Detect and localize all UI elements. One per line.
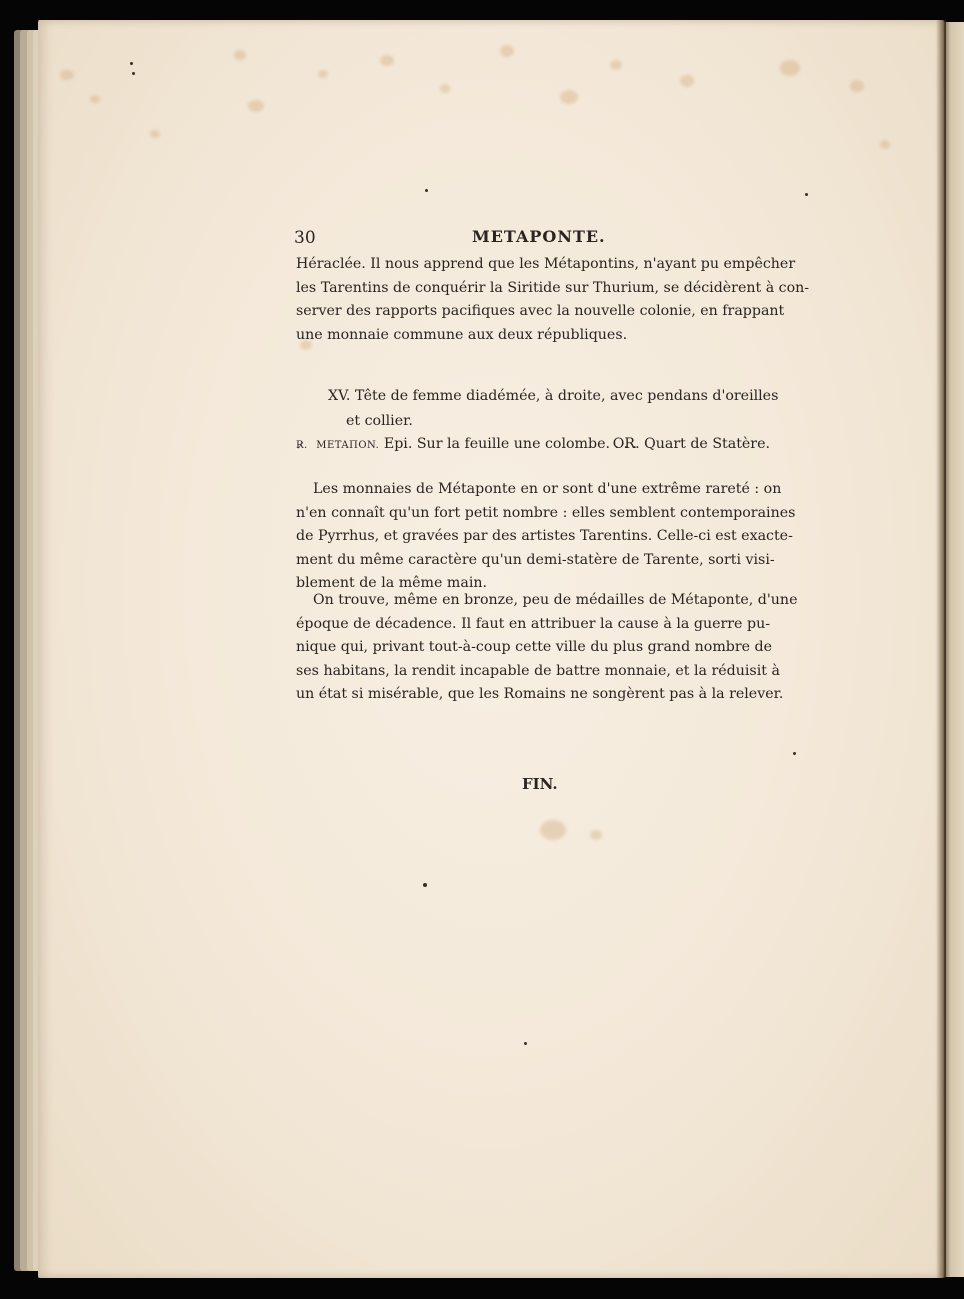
paragraph-2 <box>296 478 796 596</box>
ink-speck <box>423 883 427 887</box>
text-line: Héraclée. Il nous apprend que les Métapontins, n'ayant pu empêcher <box>296 256 796 272</box>
coin-obverse-line-2: et collier. <box>346 413 413 429</box>
foxing-stain <box>590 830 602 840</box>
reverse-description: Epi. Sur la feuille une colombe. . . . <box>383 436 638 452</box>
text-line: ment du même caractère qu'un demi-statère de Tarente, sorti visi- <box>296 551 775 568</box>
page-header <box>294 226 772 252</box>
closing-fin: FIN. <box>522 775 558 793</box>
text-line: n'en connaît qu'un fort petit nombre : elles semblent contemporaines <box>296 504 796 521</box>
text-line: époque de décadence. Il faut en attribuer la cause à la guerre pu- <box>296 615 770 632</box>
page-gutter-shadow <box>936 20 946 1278</box>
reverse-legend: METAΠON. <box>316 440 380 451</box>
reverse-symbol: R̷. <box>296 440 308 451</box>
coin-reverse-line <box>296 433 770 457</box>
ink-speck <box>130 62 133 65</box>
foxing-stain <box>90 95 100 103</box>
foxing-stain <box>380 55 394 66</box>
text-line: Les monnaies de Métaponte en or sont d'une extrême rareté : on <box>313 481 782 497</box>
foxing-stain <box>440 84 450 93</box>
foxing-stain <box>540 820 566 840</box>
text-line: un état si misérable, que les Romains ne songèrent pas à la relever. <box>296 686 784 702</box>
text-line: ses habitans, la rendit incapable de battre monnaie, et la réduisit à <box>296 662 780 679</box>
metal-denomination: OR. Quart de Statère. <box>612 436 770 452</box>
coin-obverse-line-1: XV. Tête de femme diadémée, à droite, avec pendans d'oreilles <box>328 388 779 404</box>
text-line: les Tarentins de conquérir la Siritide sur Thurium, se décidèrent à con- <box>296 279 810 296</box>
text-line: On trouve, même en bronze, peu de médailles de Métaponte, d'une <box>313 592 798 608</box>
bleed-through <box>300 368 800 386</box>
adjacent-page-edge <box>944 22 964 1277</box>
text-line: une monnaie commune aux deux républiques. <box>296 326 628 343</box>
running-title: METAPONTE. <box>472 227 606 246</box>
text-line: nique qui, privant tout-à-coup cette ville du plus grand nombre de <box>296 639 773 655</box>
foxing-stain <box>248 100 264 112</box>
foxing-stain <box>850 80 864 92</box>
text-line: de Pyrrhus, et gravées par des artistes Tarentins. Celle-ci est exacte- <box>296 528 793 544</box>
foxing-stain <box>60 70 74 80</box>
foxing-stain <box>318 70 328 78</box>
foxing-stain <box>680 75 694 87</box>
ink-speck <box>132 72 135 75</box>
page-number: 30 <box>294 228 316 248</box>
foxing-stain <box>880 140 890 149</box>
foxing-stain <box>610 60 622 70</box>
foxing-stain <box>560 90 578 104</box>
text-line: server des rapports pacifiques avec la nouvelle colonie, en frappant <box>296 303 785 319</box>
ink-speck <box>524 1042 527 1045</box>
foxing-stain <box>500 45 514 57</box>
text-line: blement de la même main. <box>296 575 488 591</box>
ink-speck <box>793 752 796 755</box>
paragraph-1 <box>296 253 810 347</box>
paragraph-3 <box>296 589 798 707</box>
foxing-stain <box>780 60 800 76</box>
foxing-stain <box>150 130 160 138</box>
ink-speck <box>425 189 428 192</box>
foxing-stain <box>234 50 246 60</box>
ink-speck <box>805 193 808 196</box>
